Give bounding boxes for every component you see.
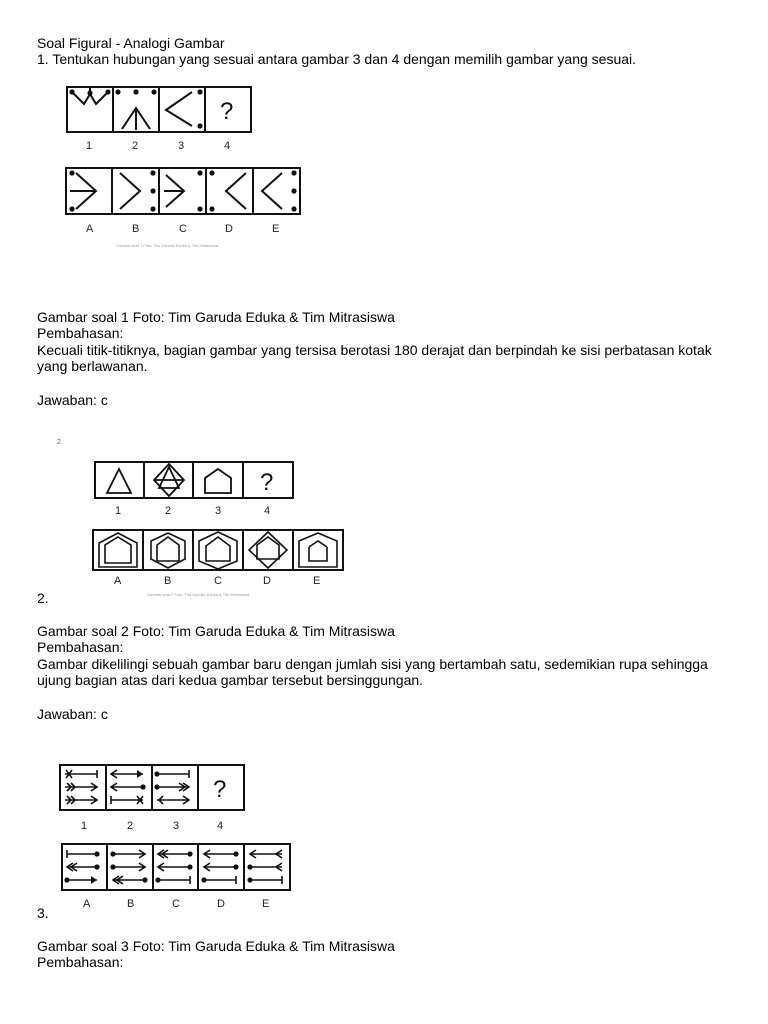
q1-question-mark: ? (220, 98, 234, 125)
q1-figure-number-1: 1 (86, 140, 93, 152)
q3-option-b: B (127, 898, 135, 910)
q3-question-mark: ? (213, 776, 227, 803)
q2-number: 2. (37, 590, 49, 606)
q2-image-number: 2. (57, 439, 63, 446)
question-1-text: 1. Tentukan hubungan yang sesuai antara gambar 3 dan 4 dengan memilih gambar yang sesuai. (37, 51, 637, 67)
q3-option-a: A (83, 898, 91, 910)
q2-figure-number-1: 1 (115, 505, 122, 517)
q1-answer: Jawaban: c (37, 392, 108, 408)
document-title: Soal Figural - Analogi Gambar (37, 35, 225, 51)
q2-option-b: B (164, 575, 172, 587)
q3-figure-number-1: 1 (81, 820, 88, 832)
q1-option-d: D (225, 223, 233, 235)
q2-figure (55, 437, 355, 602)
q1-caption: Gambar soal 1 Foto: Tim Garuda Eduka & Tim Mitrasiswa (37, 309, 395, 325)
q1-problem-figure (60, 82, 260, 157)
q1-option-c: C (179, 223, 187, 235)
q3-pembahasan-label: Pembahasan: (37, 954, 124, 970)
q2-figure-number-3: 3 (215, 505, 222, 517)
q2-image-caption: Gambar soal 2 Foto: Tim Garuda Eduka & Tim Mitrasiswa (147, 592, 250, 597)
q2-figure-number-2: 2 (165, 505, 172, 517)
q2-caption: Gambar soal 2 Foto: Tim Garuda Eduka & Tim Mitrasiswa (37, 623, 395, 639)
q3-figure (45, 760, 305, 912)
q3-caption: Gambar soal 3 Foto: Tim Garuda Eduka & Tim Mitrasiswa (37, 938, 395, 954)
q1-option-e: E (272, 223, 280, 235)
q3-figure-number-4: 4 (217, 820, 224, 832)
q2-answer: Jawaban: c (37, 706, 108, 722)
q3-figure-number-3: 3 (173, 820, 180, 832)
q2-option-e: E (313, 575, 321, 587)
q1-explanation: Kecuali titik-titiknya, bagian gambar yang tersisa berotasi 180 derajat dan berpindah ke sisi perbatasan kotak yang berlawanan. (37, 342, 712, 374)
q2-question-mark: ? (260, 469, 274, 496)
q2-pembahasan-label: Pembahasan: (37, 639, 124, 655)
q1-option-a: A (86, 223, 94, 235)
q2-option-a: A (114, 575, 122, 587)
q3-option-e: E (262, 898, 270, 910)
q3-option-c: C (172, 898, 180, 910)
q1-figure-number-3: 3 (178, 140, 185, 152)
q3-number: 3. (37, 905, 49, 921)
q2-option-d: D (263, 575, 271, 587)
q1-image-caption: Gambar soal 1 Foto: Tim Garuda Eduka & Tim Mitrasiswa (116, 243, 219, 248)
q2-figure-number-4: 4 (264, 505, 271, 517)
q3-option-d: D (217, 898, 225, 910)
q3-figure-number-2: 2 (127, 820, 134, 832)
q2-explanation: Gambar dikelilingi sebuah gambar baru dengan jumlah sisi yang bertambah satu, sedemikian rupa sehingga ujung bagian atas dari kedua gambar tersebut bersinggungan. (37, 656, 708, 688)
q1-figure-number-2: 2 (132, 140, 139, 152)
q1-options-figure (60, 165, 310, 255)
q1-figure-number-4: 4 (224, 140, 231, 152)
q1-option-b: B (132, 223, 140, 235)
q1-pembahasan-label: Pembahasan: (37, 325, 124, 341)
q2-option-c: C (214, 575, 222, 587)
